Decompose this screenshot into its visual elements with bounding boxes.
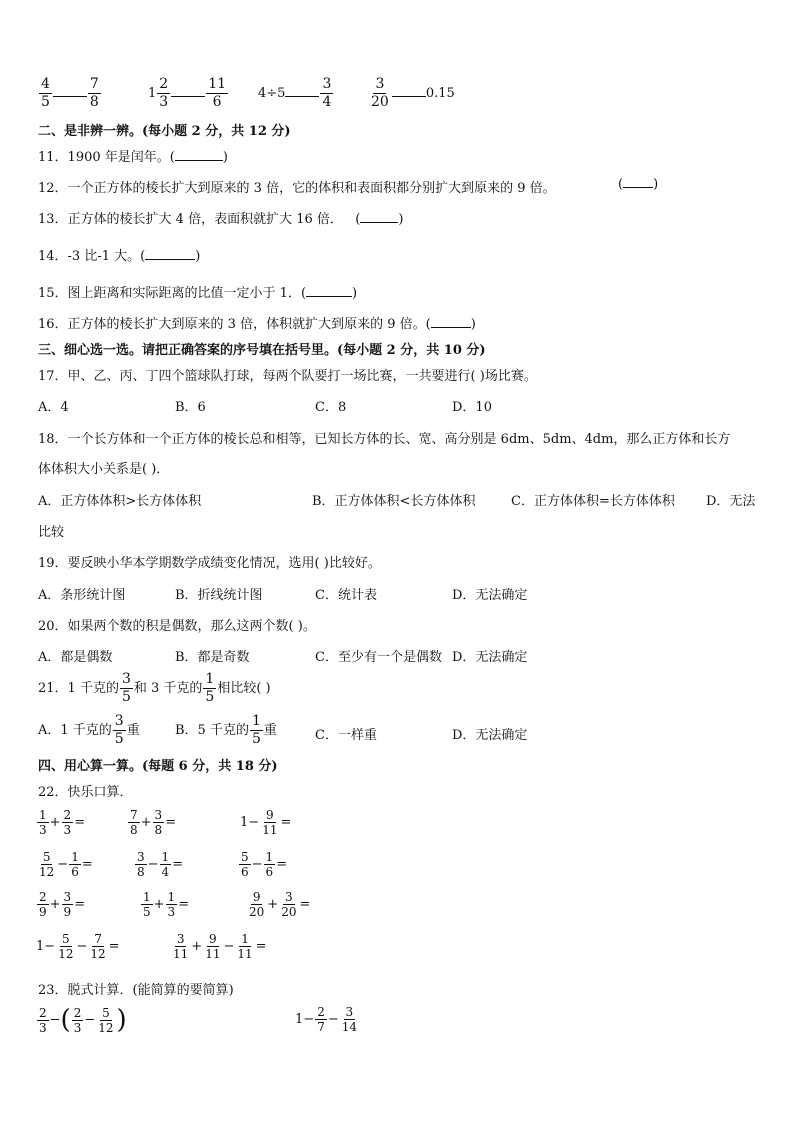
section-title: 二、是非辨一辨。(每小题 2 分，共 12 分)	[38, 124, 291, 139]
question-14: 14．-3 比-1 大。( )	[38, 249, 201, 264]
option-d-wrap: 比较	[38, 525, 65, 540]
option-a[interactable]: A．都是偶数	[38, 650, 113, 665]
question-17: 17．甲、乙、丙、丁四个篮球队打球，每两个队要打一场比赛，一共要进行( )场比赛。	[38, 369, 537, 384]
oral-calc: $\frac{5}{12}$ − $\frac{1}{6}$ =	[39, 850, 93, 879]
option-c[interactable]: C．正方体体积=长方体体积	[511, 494, 675, 509]
calc-expression: 1− $\frac{2}{7}$ − $\frac{3}{14}$	[295, 1005, 358, 1034]
fraction: $\frac{3}{4}$	[322, 76, 332, 110]
compare-item: 1 $\frac{2}{3}$ $\frac{11}{6}$	[148, 76, 227, 110]
question-16: 16．正方体的棱长扩大到原来的 3 倍，体积就扩大到原来的 9 倍。( )	[38, 317, 476, 332]
oral-calc: $\frac{3}{11}$ + $\frac{9}{11}$ − $\frac{1}{11}$ =	[173, 932, 267, 961]
oral-calc: $\frac{7}{8}$ + $\frac{3}{8}$ =	[130, 808, 177, 837]
option-a[interactable]: A．正方体体积>长方体体积	[38, 494, 202, 509]
question-15: 15．图上距离和实际距离的比值一定小于 1．( )	[38, 286, 358, 301]
section-title: 四、用心算一算。(每题 6 分，共 18 分)	[38, 759, 278, 774]
oral-calc: 1− $\frac{5}{12}$ − $\frac{7}{12}$ =	[36, 932, 120, 961]
question-18-line1: 18．一个长方体和一个正方体的棱长总和相等，已知长方体的长、宽、高分别是 6dm、5dm、4dm，那么正方体和长方	[38, 432, 731, 447]
option-d[interactable]: D．无法	[706, 494, 756, 509]
question-18-line2: 体体积大小关系是( )．	[38, 462, 170, 477]
option-d[interactable]: D．无法确定	[452, 728, 528, 743]
option-d[interactable]: D．无法确定	[452, 588, 528, 603]
oral-calc: 1− $\frac{9}{11}$ =	[240, 808, 292, 837]
option-c[interactable]: C．一样重	[315, 728, 377, 743]
section-title: 三、细心选一选。请把正确答案的序号填在括号里。(每小题 2 分，共 10 分)	[38, 343, 486, 358]
option-d[interactable]: D．无法确定	[452, 650, 528, 665]
compare-item: 4÷5 $\frac{3}{4}$	[258, 76, 332, 110]
option-b[interactable]: B．都是奇数	[175, 650, 250, 665]
answer-blank[interactable]	[623, 177, 653, 188]
question-19: 19．要反映小华本学期数学成绩变化情况，选用( )比较好。	[38, 556, 381, 571]
oral-calc: $\frac{2}{9}$ + $\frac{3}{9}$ =	[39, 890, 86, 919]
question-12-answer: ( )	[618, 177, 659, 192]
option-d[interactable]: D．10	[452, 400, 492, 415]
answer-blank[interactable]	[175, 150, 223, 161]
answer-blank[interactable]	[53, 86, 87, 97]
option-c[interactable]: C．至少有一个是偶数	[315, 650, 442, 665]
question-11: 11．1900 年是闰年。( )	[38, 150, 228, 165]
answer-blank[interactable]	[360, 212, 398, 223]
question-22: 22．快乐口算．	[38, 785, 133, 800]
option-c[interactable]: C．8	[315, 400, 347, 415]
oral-calc: $\frac{1}{3}$ + $\frac{2}{3}$ =	[39, 808, 86, 837]
fraction: $\frac{2}{3}$	[159, 76, 169, 110]
question-23: 23．脱式计算．(能简算的要简算)	[38, 983, 234, 998]
oral-calc: $\frac{3}{8}$ − $\frac{1}{4}$ =	[137, 850, 184, 879]
fraction: $\frac{11}{6}$	[208, 76, 227, 110]
calc-expression: $\frac{2}{3}$ −( $\frac{2}{3}$ − $\frac{5}{12}$ )	[39, 1005, 127, 1035]
question-12: 12．一个正方体的棱长扩大到原来的 3 倍，它的体积和表面积都分别扩大到原来的 9 倍。	[38, 181, 556, 196]
oral-calc: $\frac{5}{6}$ − $\frac{1}{6}$ =	[241, 850, 288, 879]
option-b[interactable]: B．5 千克的 $\frac{1}{5}$ 重	[175, 713, 277, 747]
fraction: $\frac{3}{20}$	[371, 76, 389, 110]
option-a[interactable]: A．条形统计图	[38, 588, 126, 603]
fraction: $\frac{1}{5}$	[205, 671, 215, 705]
oral-calc: $\frac{1}{5}$ + $\frac{1}{3}$ =	[143, 890, 190, 919]
question-21: 21．1 千克的 $\frac{3}{5}$ 和 3 千克的 $\frac{1}{5}$ 相比较( )	[38, 671, 271, 705]
option-b[interactable]: B．6	[175, 400, 206, 415]
fraction: $\frac{3}{5}$	[121, 671, 131, 705]
question-20: 20．如果两个数的积是偶数，那么这两个数( )。	[38, 619, 316, 634]
answer-blank[interactable]	[285, 86, 319, 97]
option-b[interactable]: B．正方体体积<长方体体积	[312, 494, 476, 509]
fraction: $\frac{7}{8}$	[89, 76, 99, 110]
fraction: $\frac{1}{5}$	[251, 713, 261, 747]
oral-calc: $\frac{9}{20}$ + $\frac{3}{20}$ =	[249, 890, 311, 919]
option-a[interactable]: A．4	[38, 400, 69, 415]
option-a[interactable]: A．1 千克的 $\frac{3}{5}$ 重	[38, 713, 140, 747]
answer-blank[interactable]	[392, 86, 426, 97]
compare-row	[38, 76, 102, 111]
option-b[interactable]: B．折线统计图	[175, 588, 263, 603]
fraction: $\frac{4}{5}$	[41, 76, 50, 110]
answer-blank[interactable]	[431, 317, 471, 328]
option-c[interactable]: C．统计表	[315, 588, 377, 603]
compare-item: $\frac{3}{20}$ 0.15	[371, 76, 455, 110]
answer-blank[interactable]	[145, 249, 195, 260]
fraction: $\frac{3}{5}$	[114, 713, 124, 747]
answer-blank[interactable]	[171, 86, 205, 97]
question-13: 13．正方体的棱长扩大 4 倍，表面积就扩大 16 倍． ( )	[38, 212, 404, 227]
answer-blank[interactable]	[306, 286, 352, 297]
